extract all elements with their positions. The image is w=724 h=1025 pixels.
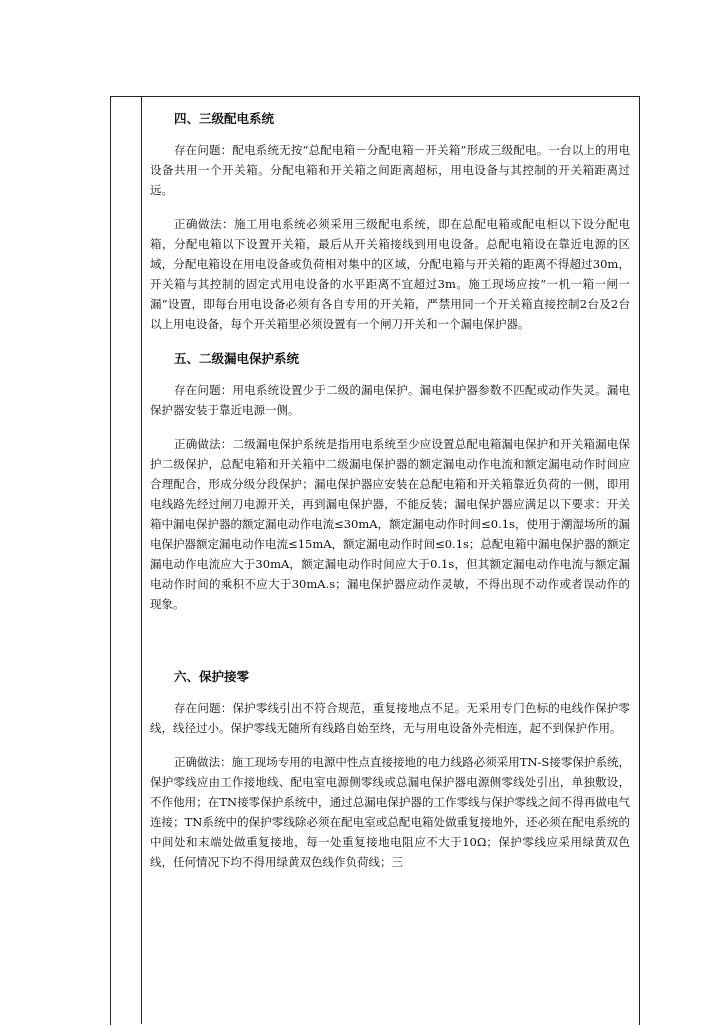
problem-paragraph: 存在问题：保护零线引出不符合规范，重复接地点不足。无采用专门色标的电线作保护零线，线径过小。保护零线无随所有线路自始至终，无与用电设备外壳相连，起不到保护作用。 bbox=[150, 701, 630, 735]
column-divider bbox=[141, 96, 142, 1024]
problem-paragraph: 存在问题：配电系统无按“总配电箱－分配电箱－开关箱”形成三级配电。一台以上的用电设备共用一个开关箱。分配电箱和开关箱之间距离超标，用电设备与其控制的开关箱距离过远。 bbox=[150, 143, 630, 197]
document-body bbox=[150, 108, 630, 872]
correct-practice-paragraph: 正确做法：二级漏电保护系统是指用电系统至少应设置总配电箱漏电保护和开关箱漏电保护二级保护，总配电箱和开关箱中二级漏电保护器的额定漏电动作电流和额定漏电动作时间应合理配合，形成分级分段保护；漏电保护器应安装在总配电箱和开关箱靠近负荷的一侧，即用电线路先经过闸刀电源开关，再到漏电保护器，不能反装；漏电保护器应满足以下要求：开关箱中漏电保护器的额定漏电动作电流≤30mA，额定漏电动作时间≤0.1s，使用于潮湿场所的漏电保护器额定漏电动作电流≤15mA，额定漏电动作时间≤0.1s；总配电箱中漏电保护器的额定漏电动作电流应大于30mA，额定漏电动作时间应大于0.1s，但其额定漏电动作电流与额定漏电动作时间的乘积不应大于30mA.s；漏电保护器应动作灵敏，不得出现不动作或者误动作的现象。 bbox=[150, 437, 630, 611]
section-heading: 六、保护接零 bbox=[174, 669, 250, 684]
correct-practice-paragraph: 正确做法：施工现场专用的电源中性点直接接地的电力线路必须采用TN-S接零保护系统，保护零线应由工作接地线、配电室电源侧零线或总漏电保护器电源侧零线处引出，单独敷设，不作他用；在TN接零保护系统中，通过总漏电保护器的工作零线与保护零线之间不得再做电气连接；TN系统中的保护零线除必须在配电室或总配电箱处做重复接地外，还必须在配电系统的中间处和末端处做重复接地，每一处重复接地电阻应不大于10Ω；保护零线应采用绿黄双色线，任何情况下均不得用绿黄双色线作负荷线；三 bbox=[150, 755, 630, 869]
section-heading: 四、三级配电系统 bbox=[174, 111, 275, 126]
correct-practice-paragraph: 正确做法：施工用电系统必须采用三级配电系统，即在总配电箱或配电柜以下设分配电箱，分配电箱以下设置开关箱，最后从开关箱接线到用电设备。总配电箱设在靠近电源的区域，分配电箱设在用电设备或负荷相对集中的区域，分配电箱与开关箱的距离不得超过30m，开关箱与其控制的固定式用电设备的水平距离不宜超过3m。施工现场应按“一机一箱一闸一漏”设置，即每台用电设备必须有各自专用的开关箱，严禁用同一个开关箱直接控制2台及2台以上用电设备，每个开关箱里必须设置有一个闸刀开关和一个漏电保护器。 bbox=[150, 217, 630, 331]
problem-paragraph: 存在问题：用电系统设置少于二级的漏电保护。漏电保护器参数不匹配或动作失灵。漏电保护器安装于靠近电源一侧。 bbox=[150, 383, 630, 417]
section-heading: 五、二级漏电保护系统 bbox=[174, 351, 300, 366]
